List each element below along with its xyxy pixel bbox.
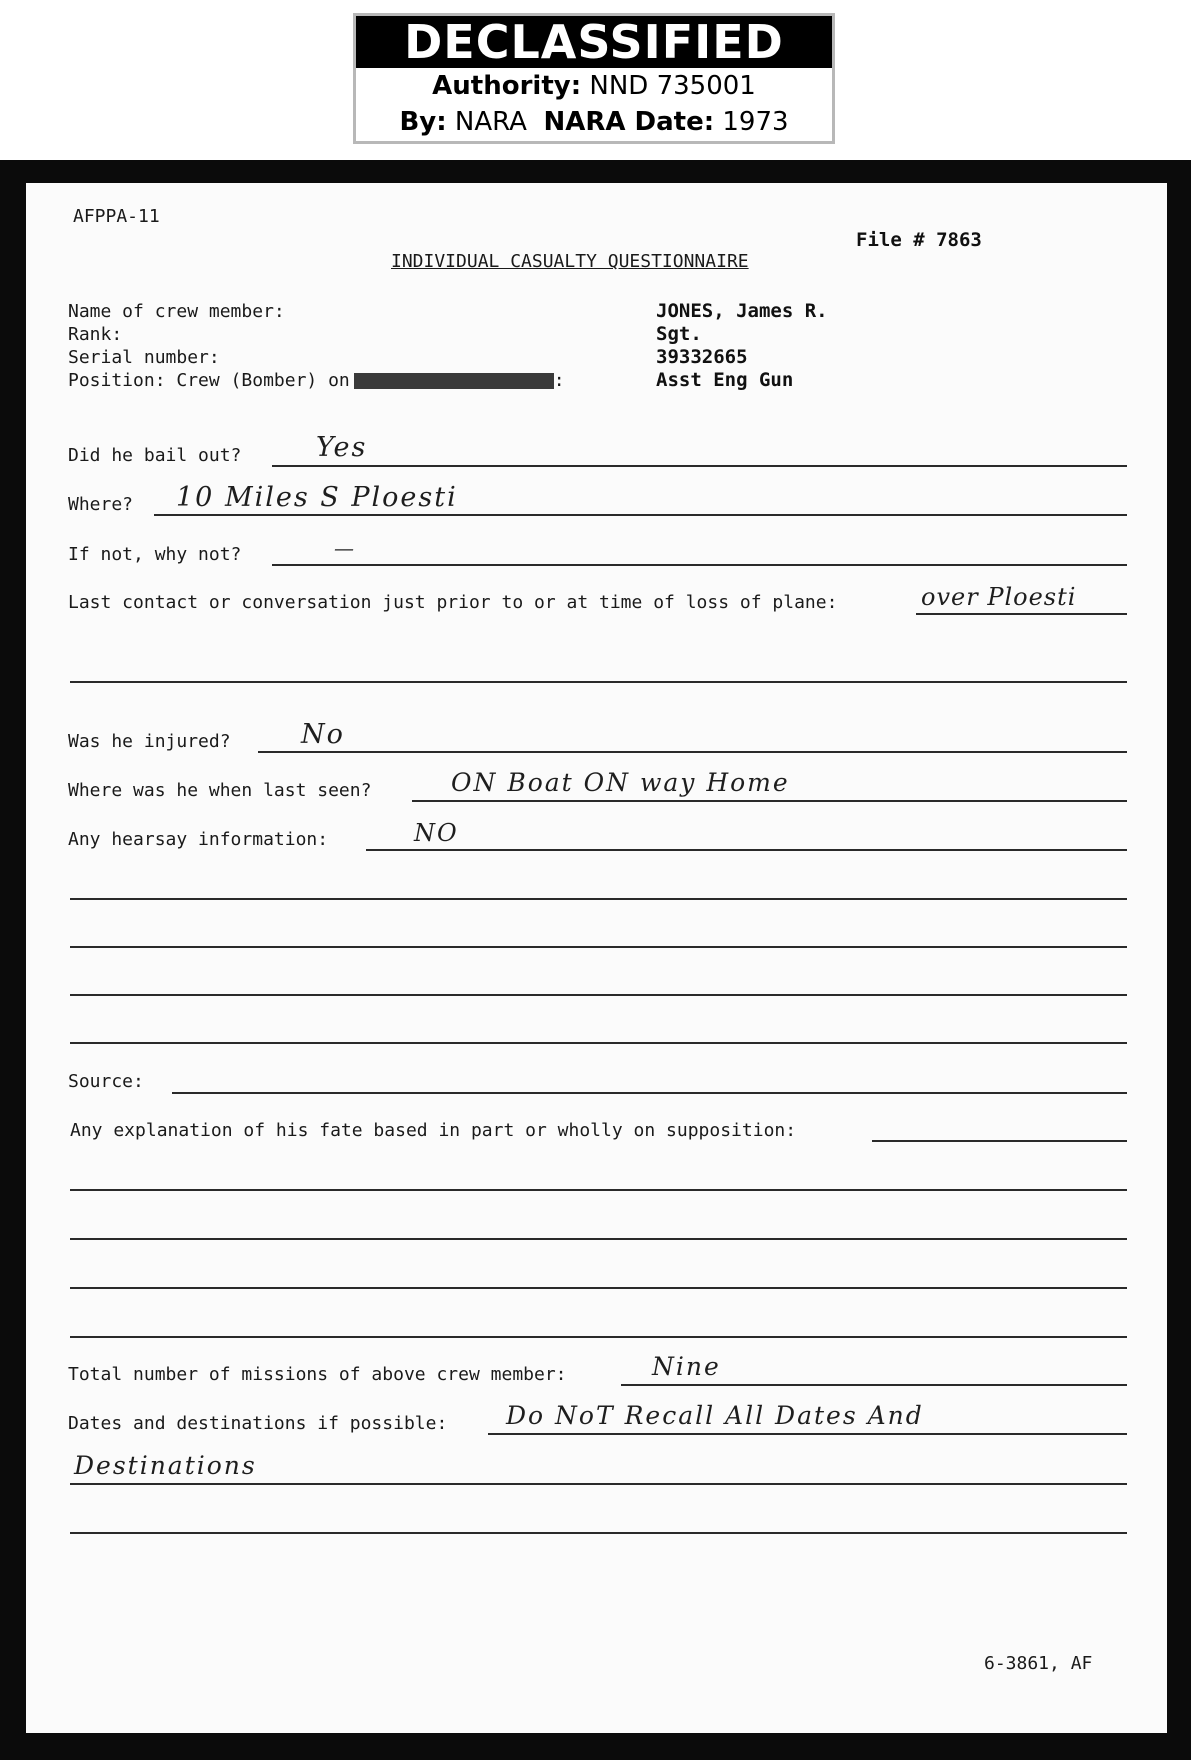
stamp-authority-line xyxy=(356,68,832,104)
last-contact-label: Last contact or conversation just prior to or at time of loss of plane: xyxy=(68,592,838,613)
form-number: 6-3861, AF xyxy=(984,1653,1093,1674)
dates-label: Dates and destinations if possible: xyxy=(68,1413,448,1434)
file-number: File # 7863 xyxy=(856,229,982,251)
last-contact-answer: over Ploesti xyxy=(921,583,1077,611)
ifnot-answer: — xyxy=(334,536,356,560)
where-label: Where? xyxy=(68,494,134,515)
explanation-line-3 xyxy=(70,1238,1127,1240)
crew-serial-label: Serial number: xyxy=(68,347,220,368)
injured-answer-line xyxy=(258,751,1127,753)
injured-answer: No xyxy=(301,719,345,750)
explanation-label: Any explanation of his fate based in part or wholly on supposition: xyxy=(70,1120,797,1141)
where-answer-line xyxy=(154,514,1127,516)
stamp-by-label: By: xyxy=(399,107,447,137)
form-paper xyxy=(26,183,1167,1733)
crew-position-value: Asst Eng Gun xyxy=(656,369,794,391)
stamp-authority-label: Authority: xyxy=(432,71,582,101)
stamp-title: DECLASSIFIED xyxy=(356,16,832,68)
ifnot-answer-line xyxy=(272,564,1127,566)
explanation-line-5 xyxy=(70,1336,1127,1338)
last-contact-line-1 xyxy=(916,613,1127,615)
declassified-stamp xyxy=(353,13,835,144)
explanation-line-4 xyxy=(70,1287,1127,1289)
missions-answer: Nine xyxy=(652,1352,721,1381)
last-seen-answer-line xyxy=(412,800,1127,802)
stamp-by-value: NARA xyxy=(454,107,527,137)
scanned-document xyxy=(0,160,1191,1760)
crew-serial-value: 39332665 xyxy=(656,346,748,368)
crew-position-label: Position: Crew (Bomber) on : xyxy=(68,370,565,391)
hearsay-label: Any hearsay information: xyxy=(68,829,329,850)
dates-answer-line-3 xyxy=(70,1532,1127,1534)
dates-answer-line-2 xyxy=(70,1483,1127,1485)
stamp-date-value: 1973 xyxy=(722,107,789,137)
hearsay-line-2 xyxy=(70,898,1127,900)
last-contact-line-2 xyxy=(70,681,1127,683)
hearsay-answer-line xyxy=(366,849,1127,851)
ifnot-label: If not, why not? xyxy=(68,544,242,565)
hearsay-line-3 xyxy=(70,946,1127,948)
where-answer: 10 Miles S Ploesti xyxy=(176,482,458,513)
hearsay-line-4 xyxy=(70,994,1127,996)
crew-name-label: Name of crew member: xyxy=(68,301,285,322)
form-title: INDIVIDUAL CASUALTY QUESTIONNAIRE xyxy=(391,251,749,272)
injured-label: Was he injured? xyxy=(68,731,231,752)
crew-name-value: JONES, James R. xyxy=(656,300,828,322)
crew-rank-label: Rank: xyxy=(68,324,123,345)
hearsay-line-5 xyxy=(70,1042,1127,1044)
stamp-date-label: NARA Date: xyxy=(543,107,715,137)
missions-answer-line xyxy=(621,1384,1127,1386)
bail-answer-line xyxy=(272,465,1127,467)
bail-answer: Yes xyxy=(316,432,368,463)
stamp-authority-value: NND 735001 xyxy=(589,71,756,101)
last-seen-answer: ON Boat ON way Home xyxy=(451,768,790,797)
dates-answer-line-1 xyxy=(488,1433,1127,1435)
source-label: Source: xyxy=(68,1071,144,1092)
last-seen-label: Where was he when last seen? xyxy=(68,780,372,801)
explanation-line-1 xyxy=(872,1140,1127,1142)
dates-answer-2: Destinations xyxy=(74,1451,257,1480)
source-answer-line xyxy=(172,1092,1127,1094)
bail-label: Did he bail out? xyxy=(68,445,242,466)
hearsay-answer: NO xyxy=(414,819,459,847)
dates-answer-1: Do NoT Recall All Dates And xyxy=(506,1401,924,1430)
crew-rank-value: Sgt. xyxy=(656,323,702,345)
form-code: AFPPA-11 xyxy=(73,206,160,227)
redaction-mark xyxy=(354,373,554,389)
missions-label: Total number of missions of above crew member: xyxy=(68,1364,567,1385)
crew-position-text: Position: Crew (Bomber) on xyxy=(68,370,350,391)
stamp-by-line xyxy=(356,104,832,140)
explanation-line-2 xyxy=(70,1189,1127,1191)
